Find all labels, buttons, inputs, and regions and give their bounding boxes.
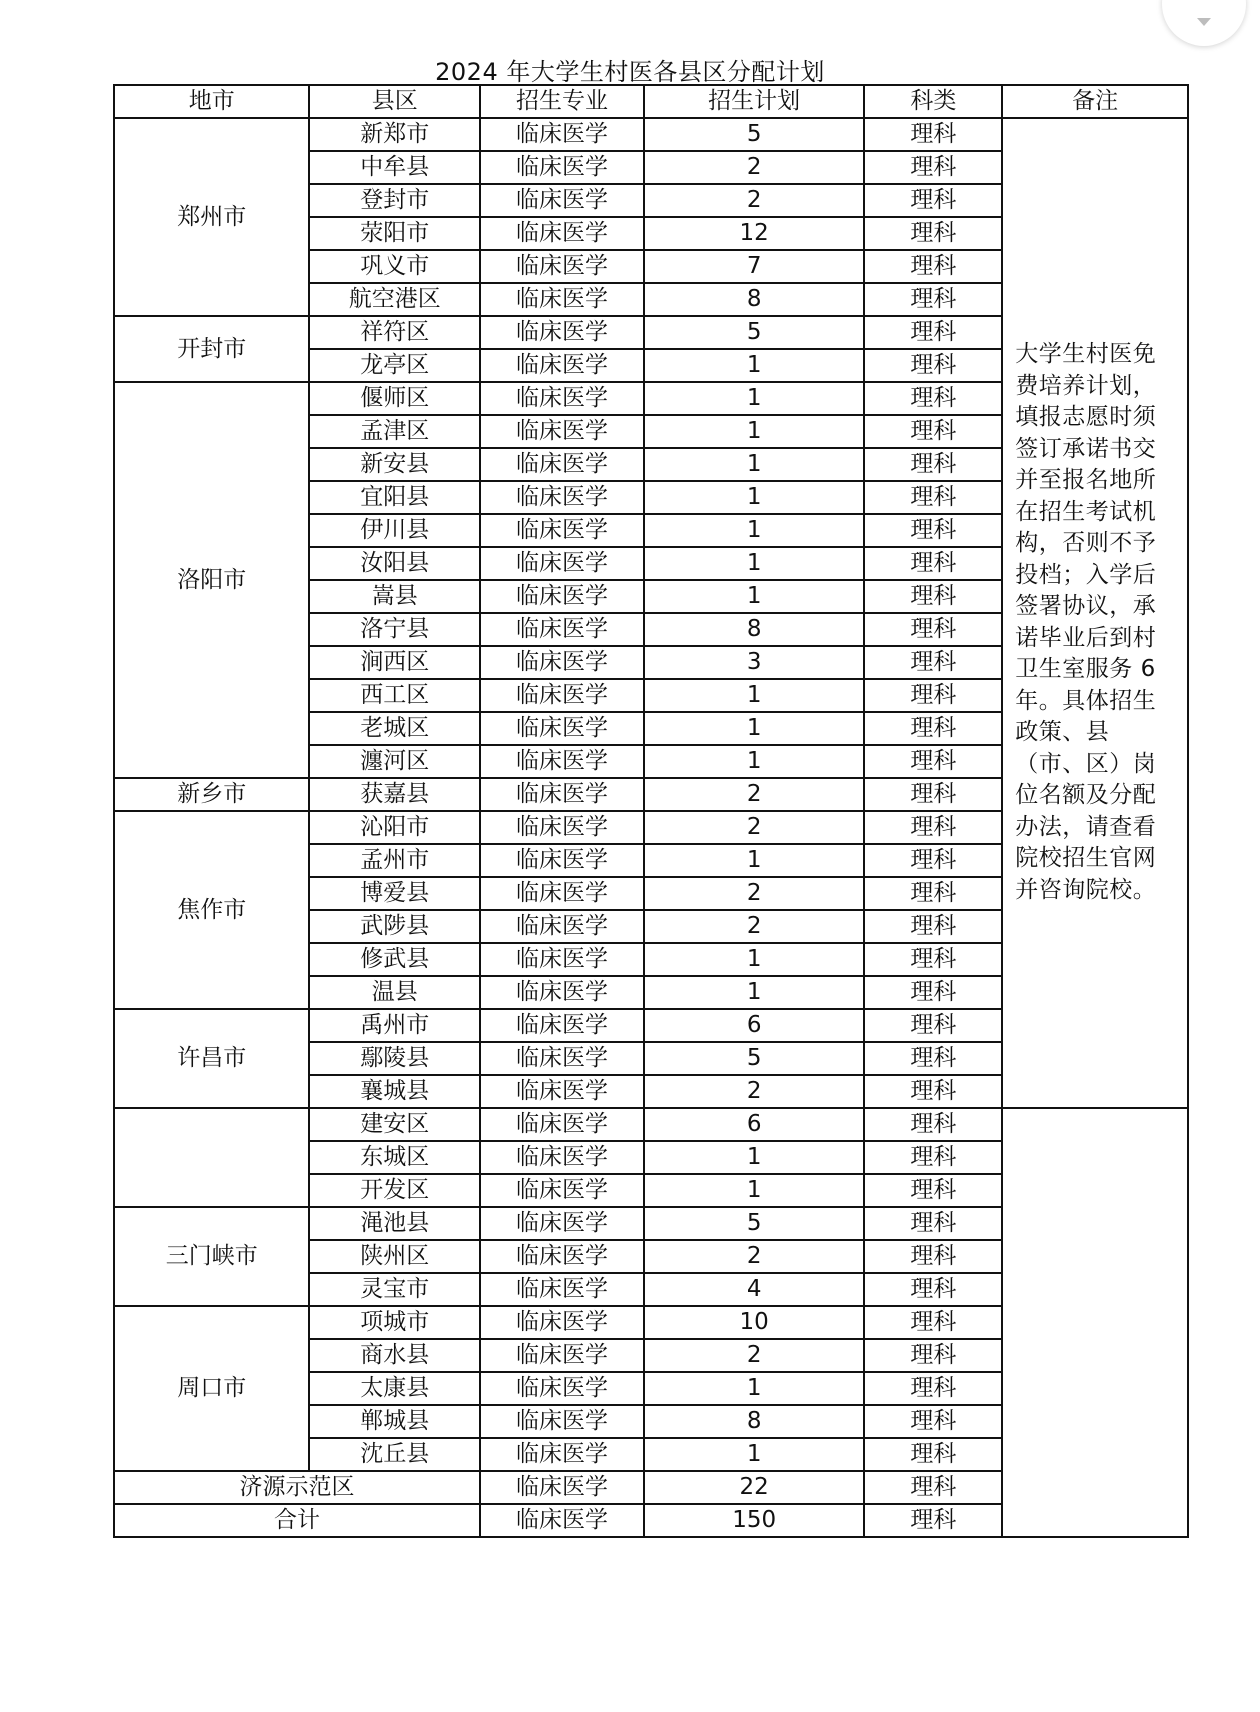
plan-cell: 1 (644, 547, 864, 580)
plan-cell: 4 (644, 1273, 864, 1306)
category-cell: 理科 (864, 1240, 1002, 1273)
major-cell: 临床医学 (480, 1207, 644, 1240)
plan-cell: 2 (644, 1339, 864, 1372)
major-cell: 临床医学 (480, 448, 644, 481)
major-cell: 临床医学 (480, 151, 644, 184)
category-cell: 理科 (864, 877, 1002, 910)
county-cell: 灵宝市 (309, 1273, 479, 1306)
category-cell: 理科 (864, 646, 1002, 679)
plan-cell: 1 (644, 943, 864, 976)
major-cell: 临床医学 (480, 1042, 644, 1075)
plan-cell: 8 (644, 1405, 864, 1438)
category-cell: 理科 (864, 283, 1002, 316)
city-cell: 许昌市 (114, 1009, 309, 1108)
county-cell: 龙亭区 (309, 349, 479, 382)
plan-cell: 2 (644, 811, 864, 844)
county-cell: 新郑市 (309, 118, 479, 151)
plan-cell: 1 (644, 514, 864, 547)
county-cell: 宜阳县 (309, 481, 479, 514)
county-cell: 洛宁县 (309, 613, 479, 646)
county-cell: 武陟县 (309, 910, 479, 943)
category-cell: 理科 (864, 1471, 1002, 1504)
major-cell: 临床医学 (480, 712, 644, 745)
city-cell: 三门峡市 (114, 1207, 309, 1306)
major-cell: 临床医学 (480, 349, 644, 382)
county-cell: 老城区 (309, 712, 479, 745)
county-cell: 嵩县 (309, 580, 479, 613)
category-cell: 理科 (864, 1273, 1002, 1306)
county-cell: 涧西区 (309, 646, 479, 679)
category-cell: 理科 (864, 250, 1002, 283)
major-cell: 临床医学 (480, 1141, 644, 1174)
plan-cell: 2 (644, 1075, 864, 1108)
county-cell: 新安县 (309, 448, 479, 481)
header-county: 县区 (309, 85, 479, 118)
allocation-table (113, 84, 1189, 1538)
plan-cell: 1 (644, 1438, 864, 1471)
category-cell: 理科 (864, 1504, 1002, 1537)
category-cell: 理科 (864, 613, 1002, 646)
category-cell: 理科 (864, 1405, 1002, 1438)
county-cell: 获嘉县 (309, 778, 479, 811)
plan-cell: 150 (644, 1504, 864, 1537)
category-cell: 理科 (864, 151, 1002, 184)
major-cell: 临床医学 (480, 382, 644, 415)
category-cell: 理科 (864, 382, 1002, 415)
major-cell: 临床医学 (480, 1405, 644, 1438)
major-cell: 临床医学 (480, 580, 644, 613)
county-cell: 登封市 (309, 184, 479, 217)
county-cell: 温县 (309, 976, 479, 1009)
major-cell: 临床医学 (480, 250, 644, 283)
category-cell: 理科 (864, 1108, 1002, 1141)
category-cell: 理科 (864, 349, 1002, 382)
major-cell: 临床医学 (480, 184, 644, 217)
header-plan: 招生计划 (644, 85, 864, 118)
county-cell: 项城市 (309, 1306, 479, 1339)
county-cell: 鄢陵县 (309, 1042, 479, 1075)
major-cell: 临床医学 (480, 976, 644, 1009)
county-cell: 汝阳县 (309, 547, 479, 580)
table-row (114, 118, 1188, 151)
category-cell: 理科 (864, 679, 1002, 712)
county-cell: 建安区 (309, 1108, 479, 1141)
county-cell: 博爱县 (309, 877, 479, 910)
major-cell: 临床医学 (480, 1240, 644, 1273)
plan-cell: 6 (644, 1009, 864, 1042)
category-cell: 理科 (864, 778, 1002, 811)
county-cell: 渑池县 (309, 1207, 479, 1240)
county-cell: 东城区 (309, 1141, 479, 1174)
category-cell: 理科 (864, 547, 1002, 580)
plan-cell: 5 (644, 1042, 864, 1075)
plan-cell: 6 (644, 1108, 864, 1141)
major-cell: 临床医学 (480, 481, 644, 514)
category-cell: 理科 (864, 217, 1002, 250)
plan-cell: 5 (644, 316, 864, 349)
county-cell: 巩义市 (309, 250, 479, 283)
plan-cell: 1 (644, 1372, 864, 1405)
plan-cell: 1 (644, 745, 864, 778)
plan-cell: 1 (644, 448, 864, 481)
category-cell: 理科 (864, 844, 1002, 877)
category-cell: 理科 (864, 448, 1002, 481)
county-cell: 郸城县 (309, 1405, 479, 1438)
major-cell: 临床医学 (480, 1273, 644, 1306)
category-cell: 理科 (864, 712, 1002, 745)
jiyuan-label: 济源示范区 (114, 1471, 480, 1504)
county-cell: 禹州市 (309, 1009, 479, 1042)
plan-cell: 1 (644, 844, 864, 877)
plan-cell: 1 (644, 349, 864, 382)
plan-cell: 10 (644, 1306, 864, 1339)
chevron-down-icon (1195, 16, 1213, 28)
plan-cell: 1 (644, 1141, 864, 1174)
plan-cell: 1 (644, 712, 864, 745)
major-cell: 临床医学 (480, 1504, 644, 1537)
category-cell: 理科 (864, 514, 1002, 547)
category-cell: 理科 (864, 943, 1002, 976)
major-cell: 临床医学 (480, 283, 644, 316)
county-cell: 伊川县 (309, 514, 479, 547)
category-cell: 理科 (864, 1306, 1002, 1339)
header-major: 招生专业 (480, 85, 644, 118)
county-cell: 偃师区 (309, 382, 479, 415)
county-cell: 孟津区 (309, 415, 479, 448)
category-cell: 理科 (864, 580, 1002, 613)
major-cell: 临床医学 (480, 316, 644, 349)
category-cell: 理科 (864, 1141, 1002, 1174)
city-cell: 开封市 (114, 316, 309, 382)
category-cell: 理科 (864, 910, 1002, 943)
plan-cell: 1 (644, 580, 864, 613)
plan-cell: 2 (644, 151, 864, 184)
major-cell: 临床医学 (480, 613, 644, 646)
county-cell: 陕州区 (309, 1240, 479, 1273)
major-cell: 临床医学 (480, 1108, 644, 1141)
city-cell: 焦作市 (114, 811, 309, 1009)
city-cell: 郑州市 (114, 118, 309, 316)
corner-menu-button[interactable] (1162, 0, 1246, 46)
plan-cell: 5 (644, 118, 864, 151)
plan-cell: 1 (644, 679, 864, 712)
major-cell: 临床医学 (480, 811, 644, 844)
plan-cell: 1 (644, 1174, 864, 1207)
county-cell: 荥阳市 (309, 217, 479, 250)
category-cell: 理科 (864, 316, 1002, 349)
major-cell: 临床医学 (480, 778, 644, 811)
major-cell: 临床医学 (480, 1372, 644, 1405)
table-header-row (114, 85, 1188, 118)
plan-cell: 5 (644, 1207, 864, 1240)
category-cell: 理科 (864, 1438, 1002, 1471)
plan-cell: 1 (644, 481, 864, 514)
major-cell: 临床医学 (480, 1174, 644, 1207)
major-cell: 临床医学 (480, 118, 644, 151)
plan-cell: 3 (644, 646, 864, 679)
header-category: 科类 (864, 85, 1002, 118)
table-row (114, 1108, 1188, 1141)
major-cell: 临床医学 (480, 1306, 644, 1339)
county-cell: 沈丘县 (309, 1438, 479, 1471)
page-title: 2024 年大学生村医各县区分配计划 (435, 58, 825, 86)
category-cell: 理科 (864, 1207, 1002, 1240)
major-cell: 临床医学 (480, 1438, 644, 1471)
major-cell: 临床医学 (480, 1339, 644, 1372)
category-cell: 理科 (864, 1372, 1002, 1405)
category-cell: 理科 (864, 1075, 1002, 1108)
county-cell: 开发区 (309, 1174, 479, 1207)
county-cell: 太康县 (309, 1372, 479, 1405)
county-cell: 修武县 (309, 943, 479, 976)
plan-cell: 7 (644, 250, 864, 283)
major-cell: 临床医学 (480, 745, 644, 778)
city-cell (114, 1108, 309, 1207)
major-cell: 临床医学 (480, 1075, 644, 1108)
category-cell: 理科 (864, 184, 1002, 217)
plan-cell: 8 (644, 283, 864, 316)
category-cell: 理科 (864, 976, 1002, 1009)
plan-cell: 8 (644, 613, 864, 646)
plan-cell: 12 (644, 217, 864, 250)
category-cell: 理科 (864, 118, 1002, 151)
county-cell: 航空港区 (309, 283, 479, 316)
category-cell: 理科 (864, 1042, 1002, 1075)
category-cell: 理科 (864, 745, 1002, 778)
major-cell: 临床医学 (480, 646, 644, 679)
plan-cell: 2 (644, 910, 864, 943)
major-cell: 临床医学 (480, 943, 644, 976)
city-cell: 周口市 (114, 1306, 309, 1471)
major-cell: 临床医学 (480, 547, 644, 580)
county-cell: 商水县 (309, 1339, 479, 1372)
county-cell: 沁阳市 (309, 811, 479, 844)
major-cell: 临床医学 (480, 877, 644, 910)
header-note: 备注 (1002, 85, 1188, 118)
category-cell: 理科 (864, 415, 1002, 448)
category-cell: 理科 (864, 1174, 1002, 1207)
category-cell: 理科 (864, 1009, 1002, 1042)
city-cell: 新乡市 (114, 778, 309, 811)
plan-cell: 22 (644, 1471, 864, 1504)
plan-cell: 2 (644, 1240, 864, 1273)
city-cell: 洛阳市 (114, 382, 309, 778)
major-cell: 临床医学 (480, 844, 644, 877)
plan-cell: 2 (644, 778, 864, 811)
category-cell: 理科 (864, 1339, 1002, 1372)
county-cell: 瀍河区 (309, 745, 479, 778)
note-cell: 大学生村医免费培养计划，填报志愿时须签订承诺书交并至报名地所在招生考试机构，否则不予投档；入学后签署协议，承诺毕业后到村卫生室服务 6 年。具体招生政策、县（市、区）岗位名额及分配办法，请查看院校招生官网并咨询院校。 (1002, 118, 1188, 1108)
major-cell: 临床医学 (480, 1009, 644, 1042)
category-cell: 理科 (864, 811, 1002, 844)
major-cell: 临床医学 (480, 514, 644, 547)
category-cell: 理科 (864, 481, 1002, 514)
plan-cell: 1 (644, 382, 864, 415)
header-city: 地市 (114, 85, 309, 118)
county-cell: 中牟县 (309, 151, 479, 184)
county-cell: 孟州市 (309, 844, 479, 877)
plan-cell: 2 (644, 184, 864, 217)
plan-cell: 2 (644, 877, 864, 910)
note-cell-empty (1002, 1108, 1188, 1537)
plan-cell: 1 (644, 976, 864, 1009)
county-cell: 祥符区 (309, 316, 479, 349)
county-cell: 襄城县 (309, 1075, 479, 1108)
county-cell: 西工区 (309, 679, 479, 712)
major-cell: 临床医学 (480, 415, 644, 448)
major-cell: 临床医学 (480, 217, 644, 250)
total-label: 合计 (114, 1504, 480, 1537)
major-cell: 临床医学 (480, 679, 644, 712)
plan-cell: 1 (644, 415, 864, 448)
major-cell: 临床医学 (480, 910, 644, 943)
major-cell: 临床医学 (480, 1471, 644, 1504)
